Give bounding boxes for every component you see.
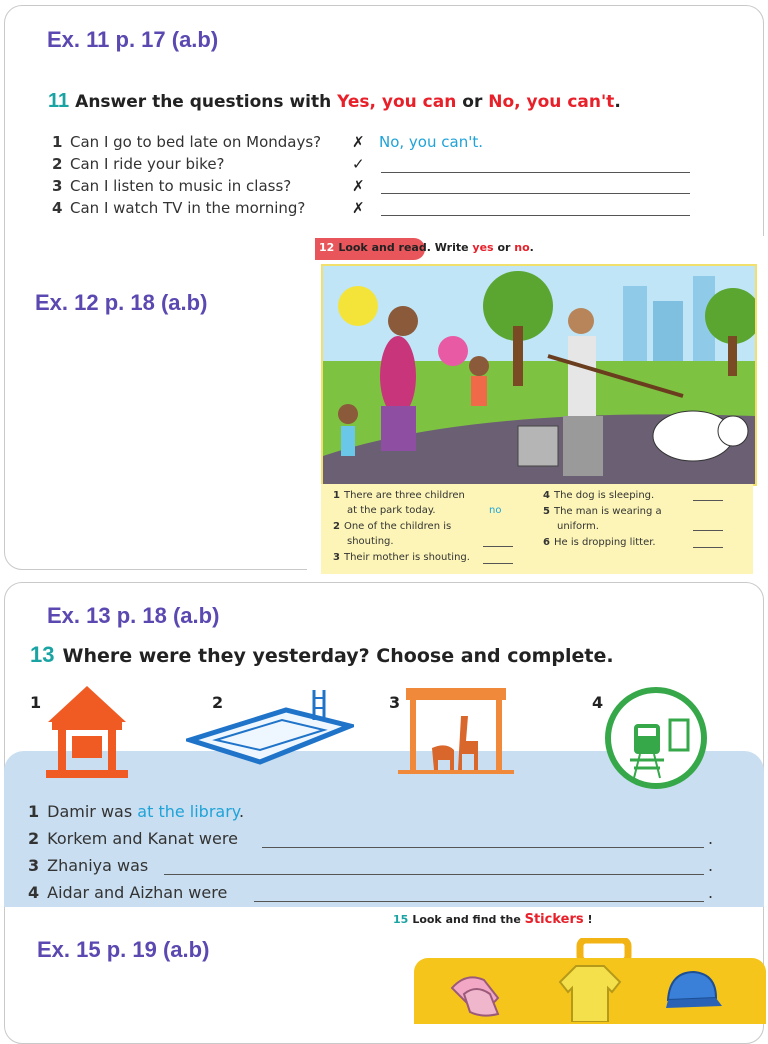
- ex11-answer-line-4: [381, 215, 690, 216]
- ex12-sentence-4: 4 The dog is sleeping.: [543, 490, 655, 501]
- ex12-answer-line-5: [693, 530, 723, 531]
- ex12-sentence-1-line2: at the park today.: [347, 505, 436, 516]
- cap-icon: [660, 966, 724, 1016]
- ex11-number: 11: [48, 90, 70, 112]
- sweater-icon: [556, 962, 624, 1022]
- ex12-sentence-1: 1 There are three children: [333, 490, 465, 501]
- ex12-title-text: 12 Look and read. Write yes or no.: [319, 241, 534, 254]
- ex12-answer-line-2: [483, 546, 513, 547]
- ex13-sentence-2: 2 Korkem and Kanat were: [28, 829, 238, 848]
- ex13-sentence-4-end: .: [708, 883, 714, 902]
- swimming-pool-icon: [186, 686, 354, 766]
- ex13-heading: Ex. 13 p. 18 (a.b): [47, 603, 220, 628]
- ex15-title: 15 Look and find the Stickers !: [393, 912, 593, 927]
- ex11-question-4: 4 Can I watch TV in the morning?: [52, 199, 306, 217]
- ex13-sentence-2-end: .: [708, 829, 714, 848]
- zoo-icon: [396, 686, 516, 784]
- cross-icon: ✗: [352, 199, 365, 217]
- ex12-panel: [307, 236, 768, 576]
- ex12-heading: Ex. 12 p. 18 (a.b): [35, 290, 208, 315]
- ex11-question-3: 3 Can I listen to music in class?: [52, 177, 292, 195]
- picture-number-2: 2: [212, 693, 224, 712]
- ex12-sentence-6: 6 He is dropping litter.: [543, 537, 656, 548]
- ex13-answer-line-2: [262, 847, 704, 848]
- ex11-title: 11 Answer the questions with Yes, you can or No, you can't.: [48, 90, 621, 112]
- park-scene-illustration: [321, 264, 757, 486]
- park-scene-svg: [323, 266, 755, 484]
- ex12-sentence-2-line2: shouting.: [347, 536, 394, 547]
- library-icon: [42, 684, 132, 782]
- ex15-heading: Ex. 15 p. 19 (a.b): [37, 937, 210, 962]
- ex11-question-2: 2 Can I ride your bike?: [52, 155, 225, 173]
- ex11-answer-line-3: [381, 193, 690, 194]
- ex11-heading: Ex. 11 p. 17 (a.b): [47, 27, 219, 52]
- train-station-icon: [604, 686, 708, 790]
- ex13-sentence-1: 1 Damir was at the library.: [28, 802, 245, 821]
- ex13-number: 13: [30, 642, 55, 667]
- cross-icon: ✗: [352, 133, 365, 151]
- gloves-icon: [446, 968, 508, 1020]
- ex11-answer-1: No, you can't.: [379, 133, 483, 151]
- picture-number-3: 3: [389, 693, 401, 712]
- ex12-answer-line-6: [693, 547, 723, 548]
- ex11-answer-line-2: [381, 172, 690, 173]
- ex12-sentence-3: 3 Their mother is shouting.: [333, 552, 470, 563]
- ex13-sentence-3-end: .: [708, 856, 714, 875]
- cross-icon: ✗: [352, 177, 365, 195]
- ex12-answer-1: no: [489, 505, 502, 516]
- ex12-sentence-5-line2: uniform.: [557, 521, 599, 532]
- ex13-sentence-4: 4 Aidar and Aizhan were: [28, 883, 228, 902]
- ex12-answer-line-4: [693, 500, 723, 501]
- ex12-sentence-2: 2 One of the children is: [333, 521, 452, 532]
- check-icon: ✓: [352, 155, 365, 173]
- picture-number-1: 1: [30, 693, 42, 712]
- ex13-answer-line-4: [254, 901, 704, 902]
- picture-number-4: 4: [592, 693, 604, 712]
- ex13-sentence-3: 3 Zhaniya was: [28, 856, 149, 875]
- ex12-answer-line-3: [483, 563, 513, 564]
- ex12-sentence-5: 5 The man is wearing a: [543, 506, 662, 517]
- ex12-sentences: [321, 484, 753, 574]
- ex13-title: 13 Where were they yesterday? Choose and complete.: [30, 642, 614, 667]
- ex13-answer-line-3: [164, 874, 704, 875]
- ex11-question-1: 1 Can I go to bed late on Mondays?: [52, 133, 322, 151]
